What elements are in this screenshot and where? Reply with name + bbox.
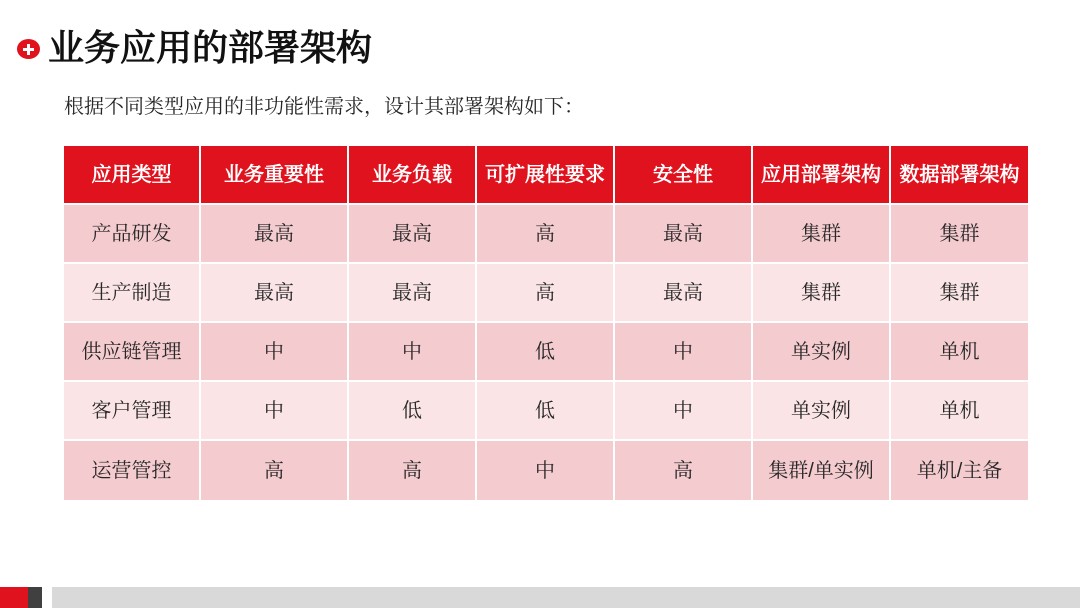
table-header-cell: 安全性 bbox=[615, 146, 753, 205]
table-row bbox=[64, 382, 1028, 441]
table-header-cell: 业务重要性 bbox=[201, 146, 349, 205]
table-cell: 高 bbox=[615, 441, 753, 500]
footer-bar bbox=[0, 587, 1080, 608]
table-cell: 集群 bbox=[891, 205, 1028, 264]
table-row bbox=[64, 205, 1028, 264]
footer-gray-bar bbox=[52, 587, 1080, 608]
table-row bbox=[64, 323, 1028, 382]
table-cell: 中 bbox=[477, 441, 615, 500]
table-cell: 高 bbox=[477, 264, 615, 323]
table-header-cell: 可扩展性要求 bbox=[477, 146, 615, 205]
table-cell: 单实例 bbox=[753, 382, 891, 441]
table-cell: 中 bbox=[349, 323, 477, 382]
footer-dark-block bbox=[28, 587, 42, 608]
table-cell: 单实例 bbox=[753, 323, 891, 382]
table-cell: 高 bbox=[201, 441, 349, 500]
table-cell: 最高 bbox=[615, 205, 753, 264]
table-cell: 中 bbox=[201, 323, 349, 382]
app-type-cell: 生产制造 bbox=[64, 264, 201, 323]
table-cell: 最高 bbox=[349, 264, 477, 323]
plus-circle-icon bbox=[17, 39, 40, 59]
page-subtitle: 根据不同类型应用的非功能性需求，设计其部署架构如下： bbox=[64, 96, 584, 118]
table-cell: 最高 bbox=[349, 205, 477, 264]
table-cell: 集群 bbox=[753, 264, 891, 323]
table-header-cell: 应用类型 bbox=[64, 146, 201, 205]
table-cell: 中 bbox=[615, 382, 753, 441]
page-title: 业务应用的部署架构 bbox=[48, 27, 373, 68]
table-cell: 高 bbox=[477, 205, 615, 264]
table-header-cell: 业务负载 bbox=[349, 146, 477, 205]
table-cell: 高 bbox=[349, 441, 477, 500]
table-cell: 集群 bbox=[891, 264, 1028, 323]
table-cell: 单机/主备 bbox=[891, 441, 1028, 500]
table-cell: 最高 bbox=[615, 264, 753, 323]
app-type-cell: 客户管理 bbox=[64, 382, 201, 441]
table-cell: 低 bbox=[477, 382, 615, 441]
table-cell: 集群/单实例 bbox=[753, 441, 891, 500]
table-cell: 低 bbox=[477, 323, 615, 382]
table-header-row bbox=[64, 146, 1028, 205]
table-cell: 最高 bbox=[201, 205, 349, 264]
table-cell: 低 bbox=[349, 382, 477, 441]
app-type-cell: 运营管控 bbox=[64, 441, 201, 500]
table-row bbox=[64, 441, 1028, 500]
deployment-architecture-table bbox=[64, 146, 1028, 500]
table-cell: 单机 bbox=[891, 382, 1028, 441]
table-row bbox=[64, 264, 1028, 323]
table-cell: 单机 bbox=[891, 323, 1028, 382]
footer-accent-block bbox=[0, 587, 28, 608]
table-cell: 集群 bbox=[753, 205, 891, 264]
table-header-cell: 应用部署架构 bbox=[753, 146, 891, 205]
app-type-cell: 产品研发 bbox=[64, 205, 201, 264]
table-cell: 中 bbox=[201, 382, 349, 441]
app-type-cell: 供应链管理 bbox=[64, 323, 201, 382]
table-cell: 最高 bbox=[201, 264, 349, 323]
table-header-cell: 数据部署架构 bbox=[891, 146, 1028, 205]
table-cell: 中 bbox=[615, 323, 753, 382]
